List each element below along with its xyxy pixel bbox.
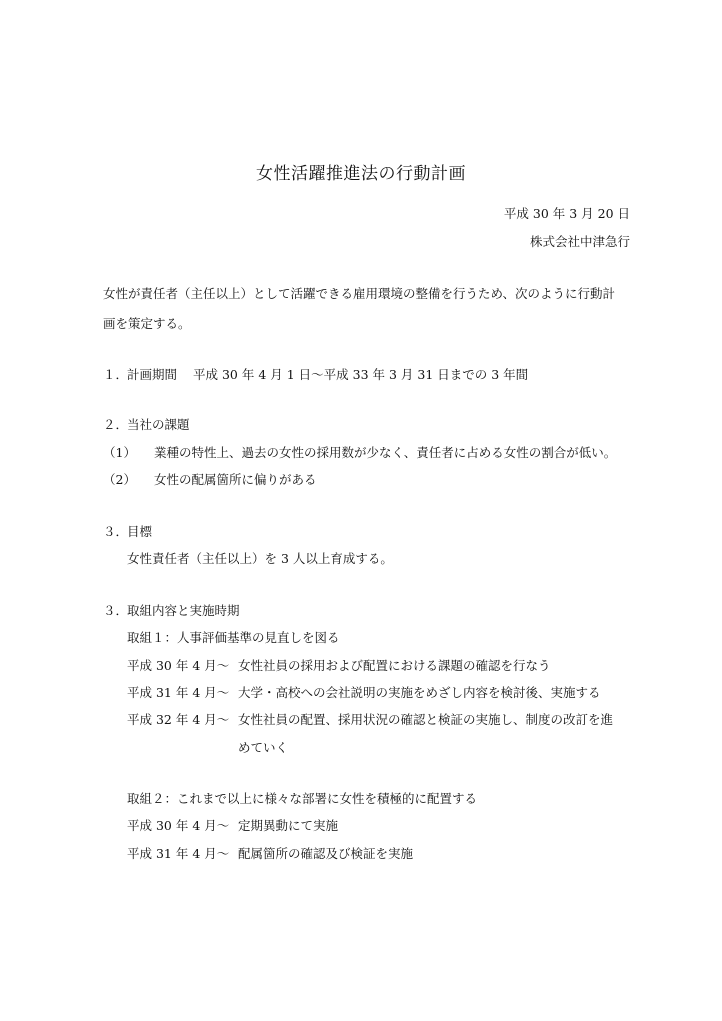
initiative-1-row-3-continuation: めていく — [238, 740, 289, 755]
initiative-1-row-2-when: 平成 31 年 4 月～ — [127, 685, 230, 700]
section-2-number: ２． — [103, 417, 129, 432]
initiative-1-row-1-when: 平成 30 年 4 月～ — [127, 658, 230, 673]
section-3-text: 女性責任者（主任以上）を 3 人以上育成する。 — [127, 551, 393, 566]
initiative-1-row-1-what: 女性社員の採用および配置における課題の確認を行なう — [238, 658, 551, 673]
issue-1-marker: （1） — [103, 445, 136, 460]
initiative-1-row-3-when: 平成 32 年 4 月～ — [127, 712, 230, 727]
section-2-heading: 当社の課題 — [127, 417, 190, 432]
issue-2-text: 女性の配属箇所に偏りがある — [154, 472, 317, 487]
section-3-number: ３． — [103, 524, 129, 539]
initiative-2-row-1-what: 定期異動にて実施 — [238, 818, 339, 833]
section-4-heading: 取組内容と実施時期 — [127, 603, 240, 618]
section-1-number: １． — [103, 367, 129, 382]
section-3-heading: 目標 — [127, 524, 153, 539]
section-4-number: ３． — [103, 603, 129, 618]
initiative-2-heading: 取組２：これまで以上に様々な部署に女性を積極的に配置する — [127, 791, 478, 806]
initiative-1-heading: 取組１：人事評価基準の見直しを図る — [127, 630, 340, 645]
initiative-2-row-1-when: 平成 30 年 4 月～ — [127, 818, 230, 833]
intro-line-2: 画を策定する。 — [103, 316, 191, 331]
initiative-2-row-2-when: 平成 31 年 4 月～ — [127, 846, 230, 861]
initiative-1-row-3-what: 女性社員の配置、採用状況の確認と検証の実施し、制度の改訂を進 — [238, 712, 614, 727]
intro-line-1: 女性が責任者（主任以上）として活躍できる雇用環境の整備を行うため、次のように行動計 — [103, 286, 616, 301]
issue-2-marker: （2） — [103, 472, 136, 487]
initiative-2-row-2-what: 配属箇所の確認及び検証を実施 — [238, 846, 414, 861]
section-1-text: 平成 30 年 4 月 1 日～平成 33 年 3 月 31 日までの 3 年間 — [193, 367, 529, 382]
document-date: 平成 30 年 3 月 20 日 — [503, 206, 630, 221]
section-1-heading: 計画期間 — [127, 367, 178, 382]
page-title: 女性活躍推進法の行動計画 — [256, 164, 466, 184]
initiative-1-row-2-what: 大学・高校への会社説明の実施をめざし内容を検討後、実施する — [238, 685, 601, 700]
company-name: 株式会社中津急行 — [529, 234, 630, 249]
issue-1-text: 業種の特性上、過去の女性の採用数が少なく、責任者に占める女性の割合が低い。 — [154, 445, 617, 460]
